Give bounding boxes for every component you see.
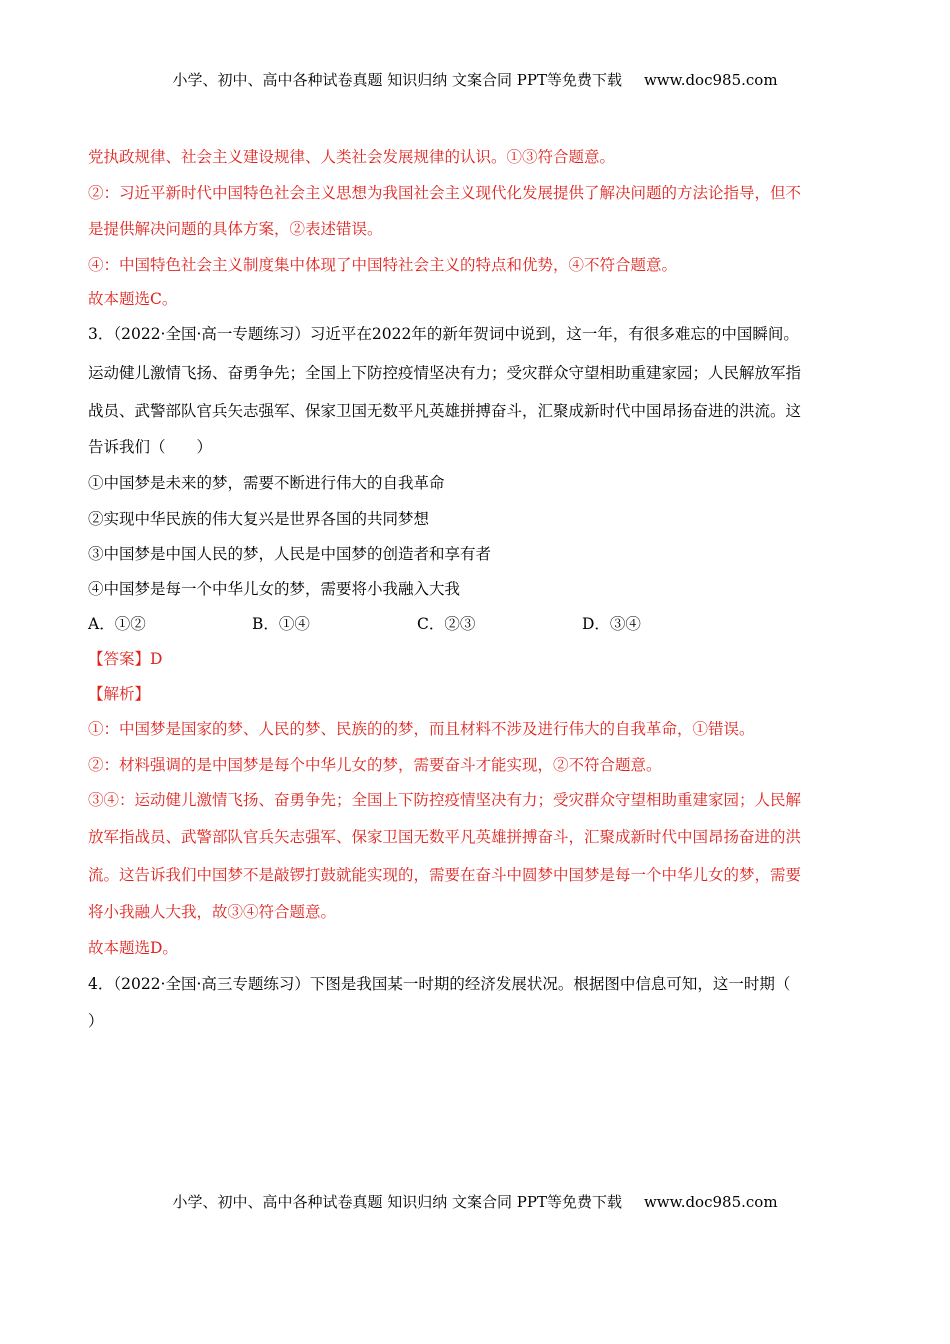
statement-1: ①中国梦是未来的梦，需要不断进行伟大的自我革命 (88, 474, 445, 492)
analysis-q3-line-5: 流。这告诉我们中国梦不是敲锣打鼓就能实现的，需要在奋斗中圆梦中国梦是每一个中华儿女的梦，需要 (88, 866, 802, 884)
analysis-q3-line-6: 将小我融人大我，故③④符合题意。 (88, 903, 337, 921)
analysis-line-3: 是提供解决问题的具体方案，②表述错误。 (88, 220, 383, 238)
page-footer (0, 1191, 950, 1212)
header-text: 小学、初中、高中各种试卷真题 知识归纳 文案合同 PPT等免费下载 (172, 71, 622, 89)
analysis-q3-line-3: ③④：运动健儿激情飞扬、奋勇争先；全国上下防控疫情坚决有力；受灾群众守望相助重建家园；人民解 (88, 791, 802, 809)
footer-url[interactable]: www.doc985.com (643, 1193, 778, 1211)
analysis-line-1: 党执政规律、社会主义建设规律、人类社会发展规律的认识。①③符合题意。 (88, 148, 616, 166)
question-4-stem-1: 4．（2022·全国·高三专题练习）下图是我国某一时期的经济发展状况。根据图中信息可知，这一时期（ (88, 975, 791, 993)
option-b: B．①④ (252, 615, 310, 633)
statement-3: ③中国梦是中国人民的梦，人民是中国梦的创造者和享有者 (88, 545, 492, 563)
question-3-stem-4: 告诉我们（ ） (88, 438, 213, 456)
analysis-line-4: ④：中国特色社会主义制度集中体现了中国特社会主义的特点和优势，④不符合题意。 (88, 256, 678, 274)
header-url[interactable]: www.doc985.com (643, 71, 778, 89)
option-a: A．①② (88, 615, 146, 633)
question-3-stem-1: 3．（2022·全国·高一专题练习）习近平在2022年的新年贺词中说到，这一年，有很多难忘的中国瞬间。 (88, 325, 799, 343)
conclusion-q3-line: 故本题选D。 (88, 939, 178, 957)
option-c: C．②③ (417, 615, 476, 633)
statement-4: ④中国梦是每一个中华儿女的梦，需要将小我融入大我 (88, 580, 461, 598)
question-3-stem-3: 战员、武警部队官兵矢志强军、保家卫国无数平凡英雄拼搏奋斗，汇聚成新时代中国昂扬奋进的洪流。这 (88, 402, 802, 420)
analysis-heading: 【解析】 (88, 685, 151, 703)
analysis-q3-line-4: 放军指战员、武警部队官兵矢志强军、保家卫国无数平凡英雄拼搏奋斗，汇聚成新时代中国昂扬奋进的洪 (88, 828, 802, 846)
analysis-q3-line-2: ②：材料强调的是中国梦是每个中华儿女的梦，需要奋斗才能实现，②不符合题意。 (88, 756, 662, 774)
statement-2: ②实现中华民族的伟大复兴是世界各国的共同梦想 (88, 510, 430, 528)
question-3-stem-2: 运动健儿激情飞扬、奋勇争先；全国上下防控疫情坚决有力；受灾群众守望相助重建家园；人民解放军指 (88, 364, 802, 382)
answer-line: 【答案】D (88, 650, 163, 668)
analysis-q3-line-1: ①：中国梦是国家的梦、人民的梦、民族的的梦，而且材料不涉及进行伟大的自我革命，①错误。 (88, 720, 755, 738)
footer-text: 小学、初中、高中各种试卷真题 知识归纳 文案合同 PPT等免费下载 (172, 1193, 622, 1211)
question-4-stem-2: ） (88, 1012, 104, 1030)
analysis-line-2: ②：习近平新时代中国特色社会主义思想为我国社会主义现代化发展提供了解决问题的方法论指导，但不 (88, 184, 802, 202)
page-header (0, 69, 950, 90)
conclusion-line: 故本题选C。 (88, 290, 178, 308)
option-d: D．③④ (582, 615, 641, 633)
